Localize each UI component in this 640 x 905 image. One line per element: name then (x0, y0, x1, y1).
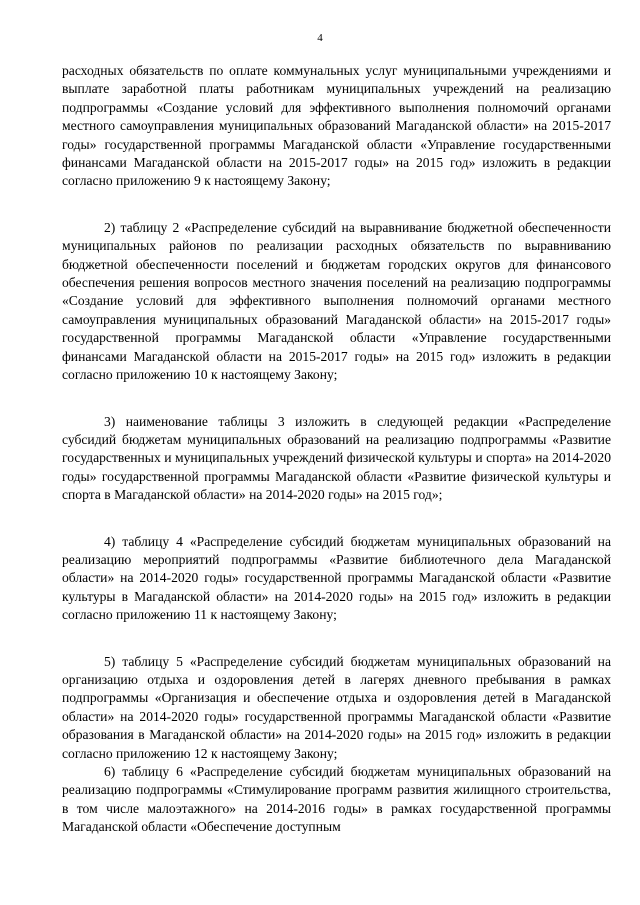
paragraph-gap (62, 505, 611, 533)
paragraph-gap (62, 385, 611, 413)
paragraph-item-5: 5) таблицу 5 «Распределение субсидий бюджетам муниципальных образований на организацию отдыха и оздоровления детей в лагерях дневного пребывания в рамках подпрограммы «Организация и обеспечение отдыха и оздоровления детей в Магаданской области» на 2014-2020 годы» государственной программы Магаданской области «Развитие образования в Магаданской области» на 2014-2020 годы» на 2015 год» изложить в редакции согласно приложению 12 к настоящему Закону; (62, 653, 611, 761)
paragraph-gap (62, 625, 611, 653)
paragraph-continuation: расходных обязательств по оплате коммунальных услуг муниципальными учреждениями и выплате заработной платы работникам муниципальных учреждений на реализацию подпрограммы «Создание условий для эффективного выполнения полномочий органами местного самоуправления муниципальных образований Магаданской области» на 2015-2017 годы» государственной программы Магаданской области «Управление государственными финансами Магаданской области на 2015-2017 годы» на 2015 год» изложить в редакции согласно приложению 9 к настоящему Закону; (62, 63, 611, 189)
page-number: 4 (317, 32, 323, 44)
paragraph-item-6: 6) таблицу 6 «Распределение субсидий бюджетам муниципальных образований на реализацию подпрограммы «Стимулирование программ развития жилищного строительства, в том числе малоэтажного» на 2014-2016 годы» в рамках государственной программы Магаданской области «Обеспечение доступным (62, 764, 611, 835)
document-body (62, 62, 611, 837)
paragraph-gap (62, 191, 611, 219)
paragraph-item-4: 4) таблицу 4 «Распределение субсидий бюджетам муниципальных образований на реализацию мероприятий подпрограммы «Развитие библиотечного дела Магаданской области» на 2014-2020 годы» государственной программы Магаданской области «Развитие культуры в Магаданской области» на 2014-2020 годы» на 2015 год» изложить в редакции согласно приложению 11 к настоящему Закону; (62, 533, 611, 623)
paragraph-item-3: 3) наименование таблицы 3 изложить в следующей редакции «Распределение субсидий бюджетам муниципальных образований на реализацию подпрограммы «Развитие государственных и муниципальных учреждений физической культуры и спорта» на 2014-2020 годы» государственной программы Магаданской области «Развитие физической культуры и спорта в Магаданской области» на 2014-2020 годы» на 2015 год»; (62, 413, 611, 503)
paragraph-item-2: 2) таблицу 2 «Распределение субсидий на выравнивание бюджетной обеспеченности муниципальных районов по реализации расходных обязательств по выравниванию бюджетной обеспеченности поселений и бюджетам городских округов для финансового обеспечения решения вопросов местного значения поселений на реализацию подпрограммы «Создание условий для эффективного выполнения полномочий органами местного самоуправления муниципальных образований Магаданской области» на 2015-2017 годы» государственной программы Магаданской области «Управление государственными финансами Магаданской области на 2015-2017 годы» на 2015 год» изложить в редакции согласно приложению 10 к настоящему Закону; (62, 219, 611, 383)
